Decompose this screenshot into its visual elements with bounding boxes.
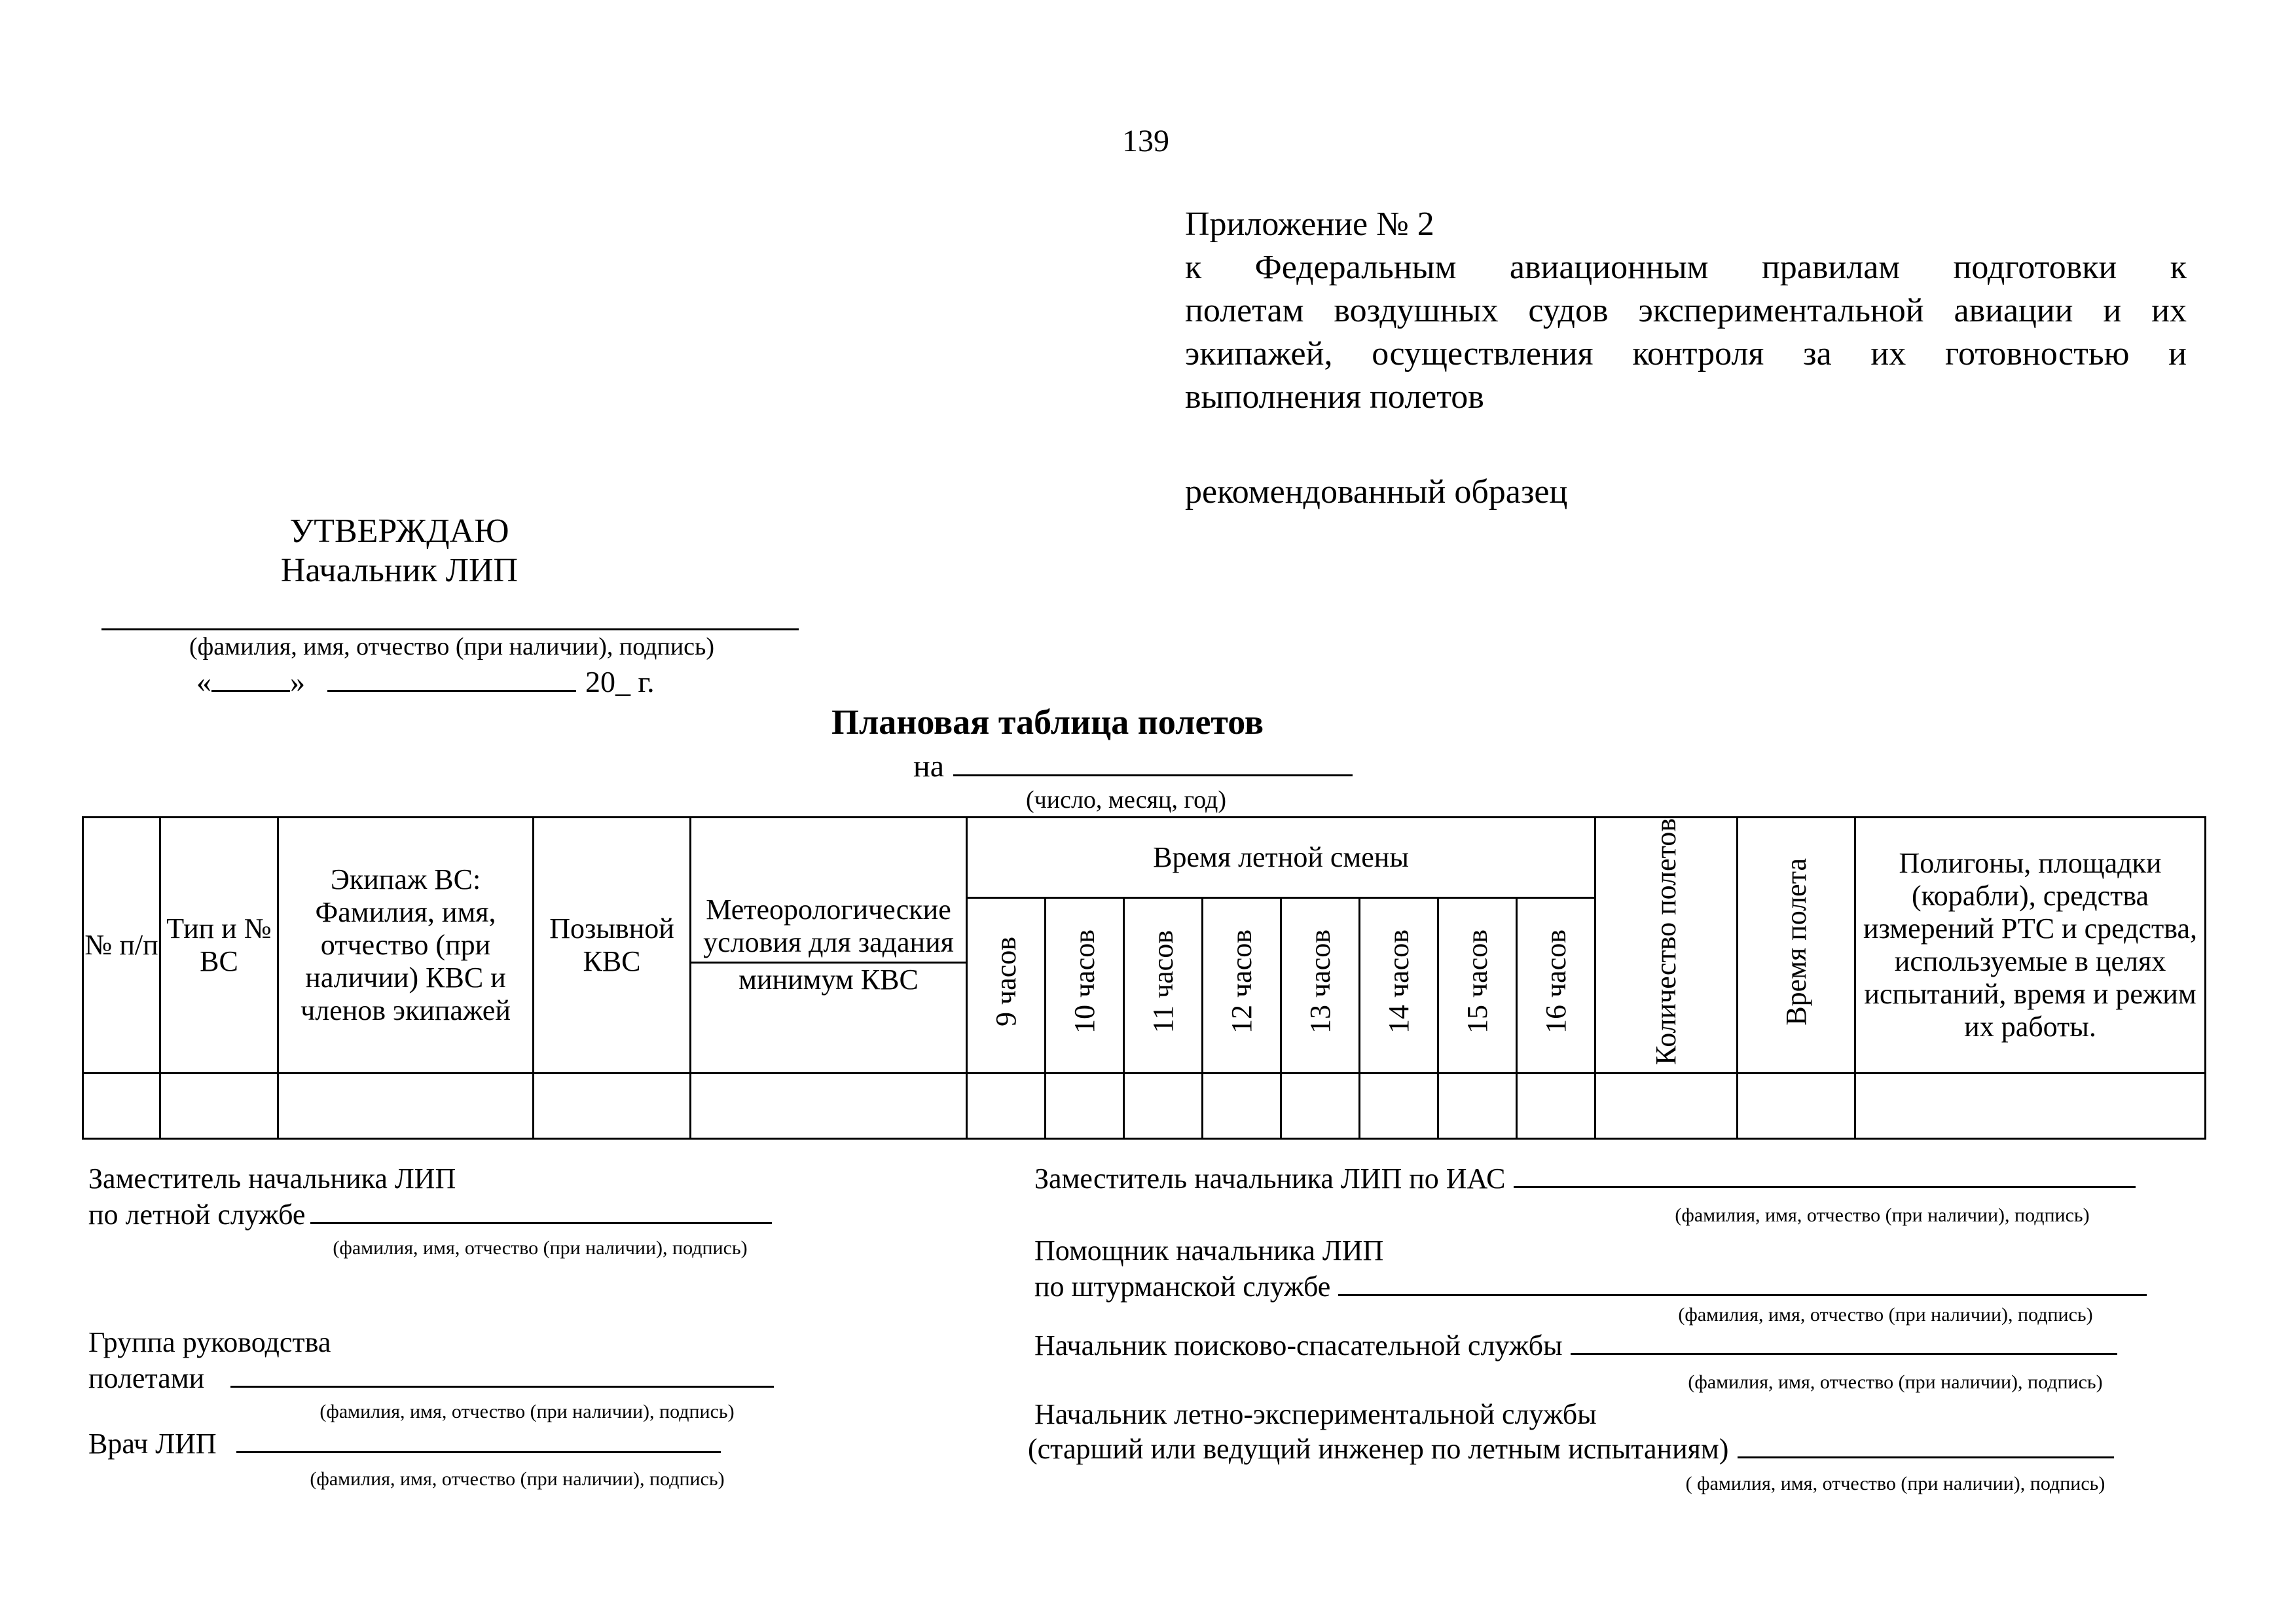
rescue-signature-blank[interactable]: [1571, 1332, 2117, 1355]
approve-title: УТВЕРЖДАЮ: [289, 513, 509, 550]
day-blank: [211, 666, 290, 692]
flight-group-line-2: [88, 1362, 774, 1395]
test-line-2: [1028, 1432, 2114, 1466]
approve-date: [196, 664, 655, 699]
header-count-label: Количество полетов: [1650, 818, 1682, 1065]
table-date-caption: (число, месяц, год): [1025, 786, 1226, 814]
cell-callsign[interactable]: [534, 1073, 691, 1138]
month-blank: [327, 666, 576, 692]
cell-hour-9[interactable]: [967, 1073, 1046, 1138]
cell-crew[interactable]: [278, 1073, 534, 1138]
date-quote-close: »: [290, 665, 305, 698]
date-prefix: на: [913, 749, 944, 784]
header-hour-9: [967, 897, 1046, 1073]
header-num: № п/п: [83, 818, 160, 1074]
table-title: Плановая таблица полетов: [831, 702, 1264, 742]
date-quote-open: «: [196, 665, 211, 698]
test-label: (старший или ведущий инженер по летным испытаниям): [1028, 1433, 1729, 1465]
cell-hour-12[interactable]: [1203, 1073, 1281, 1138]
table-row: [83, 1073, 2206, 1138]
deputy-ias-line: [1034, 1162, 2136, 1195]
flight-group-signature-blank[interactable]: [230, 1365, 774, 1388]
approve-signature-caption: (фамилия, имя, отчество (при наличии), подпись): [189, 633, 715, 660]
header-ranges: Полигоны, площадки (корабли), средства измерений РТС и средства, используемые в целях испытаний, время и режим их работы.: [1855, 818, 2206, 1074]
navigator-line-1: Помощник начальника ЛИП: [1034, 1235, 1384, 1267]
hour-label: 9 часов: [989, 937, 1022, 1027]
test-line-1: Начальник летно-экспериментальной службы: [1034, 1398, 1597, 1430]
header-meteo-conditions: Метеорологические условия для задания: [691, 893, 966, 964]
cell-num[interactable]: [83, 1073, 160, 1138]
test-caption: ( фамилия, имя, отчество (при наличии), подпись): [1685, 1473, 2105, 1494]
test-signature-blank[interactable]: [1738, 1435, 2114, 1458]
header-type: Тип и № ВС: [160, 818, 278, 1074]
hour-label: 16 часов: [1539, 929, 1572, 1034]
header-hour-16: [1517, 897, 1595, 1073]
hour-label: 10 часов: [1068, 929, 1101, 1034]
rescue-label: Начальник поисково-спасательной службы: [1034, 1329, 1563, 1362]
deputy-ias-label: Заместитель начальника ЛИП по ИАС: [1034, 1163, 1506, 1195]
appendix-line-1: к Федеральным авиационным правилам подготовки к: [1185, 249, 2187, 286]
cell-flight-time[interactable]: [1738, 1073, 1855, 1138]
hour-label: 14 часов: [1382, 929, 1415, 1034]
header-hour-13: [1281, 897, 1360, 1073]
cell-type[interactable]: [160, 1073, 278, 1138]
header-hour-11: [1124, 897, 1203, 1073]
hour-label: 13 часов: [1303, 929, 1336, 1034]
header-hour-14: [1360, 897, 1438, 1073]
date-blank: [953, 751, 1353, 776]
navigator-label: по штурманской службе: [1034, 1271, 1331, 1303]
year-label: 20_ г.: [585, 665, 655, 698]
page-number: 139: [1122, 124, 1169, 158]
hour-label: 15 часов: [1461, 929, 1493, 1034]
approve-signature-line: [101, 628, 799, 630]
deputy-flight-label: по летной службе: [88, 1199, 306, 1231]
header-callsign: Позывной КВС: [534, 818, 691, 1074]
appendix-title: Приложение № 2: [1185, 206, 1434, 243]
cell-meteo[interactable]: [691, 1073, 967, 1138]
flight-group-line-1: Группа руководства: [88, 1326, 331, 1358]
header-meteo: [691, 818, 967, 1074]
approve-block: [216, 512, 583, 590]
cell-hour-10[interactable]: [1046, 1073, 1124, 1138]
header-hour-10: [1046, 897, 1124, 1073]
deputy-flight-caption: (фамилия, имя, отчество (при наличии), подпись): [333, 1237, 748, 1259]
deputy-flight-line-1: Заместитель начальника ЛИП: [88, 1163, 456, 1195]
deputy-flight-signature-blank[interactable]: [310, 1201, 772, 1224]
doctor-signature-blank[interactable]: [236, 1430, 721, 1453]
header-flight-time-label: Время полета: [1779, 857, 1812, 1026]
navigator-line-2: [1034, 1270, 2147, 1303]
cell-count[interactable]: [1595, 1073, 1738, 1138]
header-flight-time: [1738, 818, 1855, 1074]
appendix-line-3: экипажей, осуществления контроля за их готовностью и: [1185, 335, 2187, 372]
rescue-caption: (фамилия, имя, отчество (при наличии), подпись): [1688, 1371, 2103, 1393]
cell-hour-11[interactable]: [1124, 1073, 1203, 1138]
cell-hour-13[interactable]: [1281, 1073, 1360, 1138]
deputy-flight-line-2: [88, 1198, 772, 1231]
flight-group-label: полетами: [88, 1362, 205, 1394]
cell-hour-14[interactable]: [1360, 1073, 1438, 1138]
appendix-header: [1185, 203, 2187, 419]
appendix-line-2: полетам воздушных судов экспериментальной авиации и их: [1185, 292, 2187, 329]
hour-label: 12 часов: [1225, 929, 1258, 1034]
navigator-caption: (фамилия, имя, отчество (при наличии), подпись): [1678, 1304, 2093, 1326]
flight-group-caption: (фамилия, имя, отчество (при наличии), подпись): [319, 1401, 735, 1422]
cell-ranges[interactable]: [1855, 1073, 2206, 1138]
header-crew: Экипаж ВС: Фамилия, имя, отчество (при наличии) КВС и членов экипажей: [278, 818, 534, 1074]
rescue-line: [1034, 1329, 2117, 1362]
doctor-label: Врач ЛИП: [88, 1428, 217, 1460]
table-date: [913, 748, 1353, 784]
cell-hour-16[interactable]: [1517, 1073, 1595, 1138]
deputy-ias-caption: (фамилия, имя, отчество (при наличии), подпись): [1675, 1204, 2090, 1226]
header-hour-12: [1203, 897, 1281, 1073]
header-meteo-minimum: минимум КВС: [738, 964, 919, 996]
hour-label: 11 часов: [1146, 930, 1179, 1034]
cell-hour-15[interactable]: [1438, 1073, 1517, 1138]
doctor-caption: (фамилия, имя, отчество (при наличии), подпись): [310, 1468, 725, 1490]
navigator-signature-blank[interactable]: [1338, 1273, 2147, 1296]
header-count: [1595, 818, 1738, 1074]
header-shift: Время летной смены: [967, 818, 1595, 898]
appendix-line-4: выполнения полетов: [1185, 378, 1484, 416]
approve-subtitle: Начальник ЛИП: [280, 552, 519, 589]
flight-plan-table: [82, 816, 2206, 1140]
header-hour-15: [1438, 897, 1517, 1073]
doctor-line: [88, 1427, 721, 1460]
sample-note: рекомендованный образец: [1185, 473, 1568, 511]
deputy-ias-signature-blank[interactable]: [1514, 1165, 2136, 1188]
